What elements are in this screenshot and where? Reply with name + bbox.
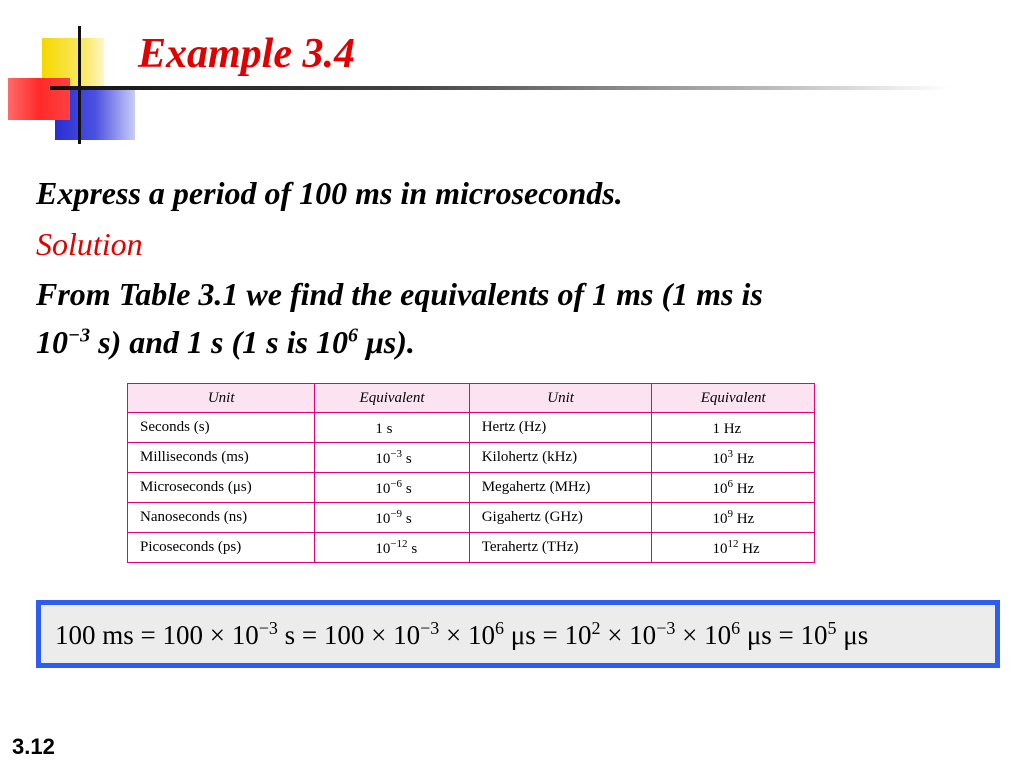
logo-vertical-line [78,26,81,144]
time-unit: Seconds (s) [128,413,315,443]
header-unit: Unit [469,384,652,413]
table-row [128,503,815,533]
solution-label: Solution [36,226,143,262]
header-unit: Unit [128,384,315,413]
frequency-equivalent: $10^3$ Hz [652,443,815,473]
table-header-row [128,384,815,413]
table-row [128,473,815,503]
unit-equivalents-table [127,383,815,563]
frequency-unit: Hertz (Hz) [469,413,652,443]
slide-title: Example 3.4 [138,31,355,77]
frequency-unit: Terahertz (THz) [469,533,652,563]
frequency-equivalent: $10^6$ Hz [652,473,815,503]
formula-box [36,600,1000,668]
frequency-unit: Megahertz (MHz) [469,473,652,503]
header-equivalent: Equivalent [315,384,469,413]
frequency-unit: Gigahertz (GHz) [469,503,652,533]
time-equivalent: $10^{-3}$ s [315,443,469,473]
logo-red-square [8,78,70,120]
page-number: 3.12 [12,734,55,759]
time-unit: Microseconds (μs) [128,473,315,503]
frequency-equivalent: $10^{12}$ Hz [652,533,815,563]
table-row [128,443,815,473]
time-equivalent: $10^{-6}$ s [315,473,469,503]
time-equivalent: 1 s [315,413,469,443]
frequency-equivalent: 1 Hz [652,413,815,443]
explanation-text: From Table 3.1 we find the equivalents of 1 ms (1 ms is $10^{-3}$ s) and 1 s (1 s is $10^6$ μs). [36,276,763,360]
frequency-equivalent: $10^9$ Hz [652,503,815,533]
title-rule [50,86,950,90]
conversion-formula: 100 ms = $100 \times 10^{-3}$ $s = 100 \times 10^{-3} \times 10^6$ $\mu s = 10^2 \times 10^{-3} \times 10^6$ $\mu s = 10^5$ μs [55,617,869,650]
time-unit: Picoseconds (ps) [128,533,315,563]
header-equivalent: Equivalent [652,384,815,413]
time-unit: Nanoseconds (ns) [128,503,315,533]
frequency-unit: Kilohertz (kHz) [469,443,652,473]
question-text: Express a period of 100 ms in microseconds. [36,175,623,211]
table-row [128,413,815,443]
table-row [128,533,815,563]
time-equivalent: $10^{-12}$ s [315,533,469,563]
explanation-line1: From Table 3.1 we find the equivalents of 1 ms (1 ms is [36,276,763,312]
time-equivalent: $10^{-9}$ s [315,503,469,533]
time-unit: Milliseconds (ms) [128,443,315,473]
